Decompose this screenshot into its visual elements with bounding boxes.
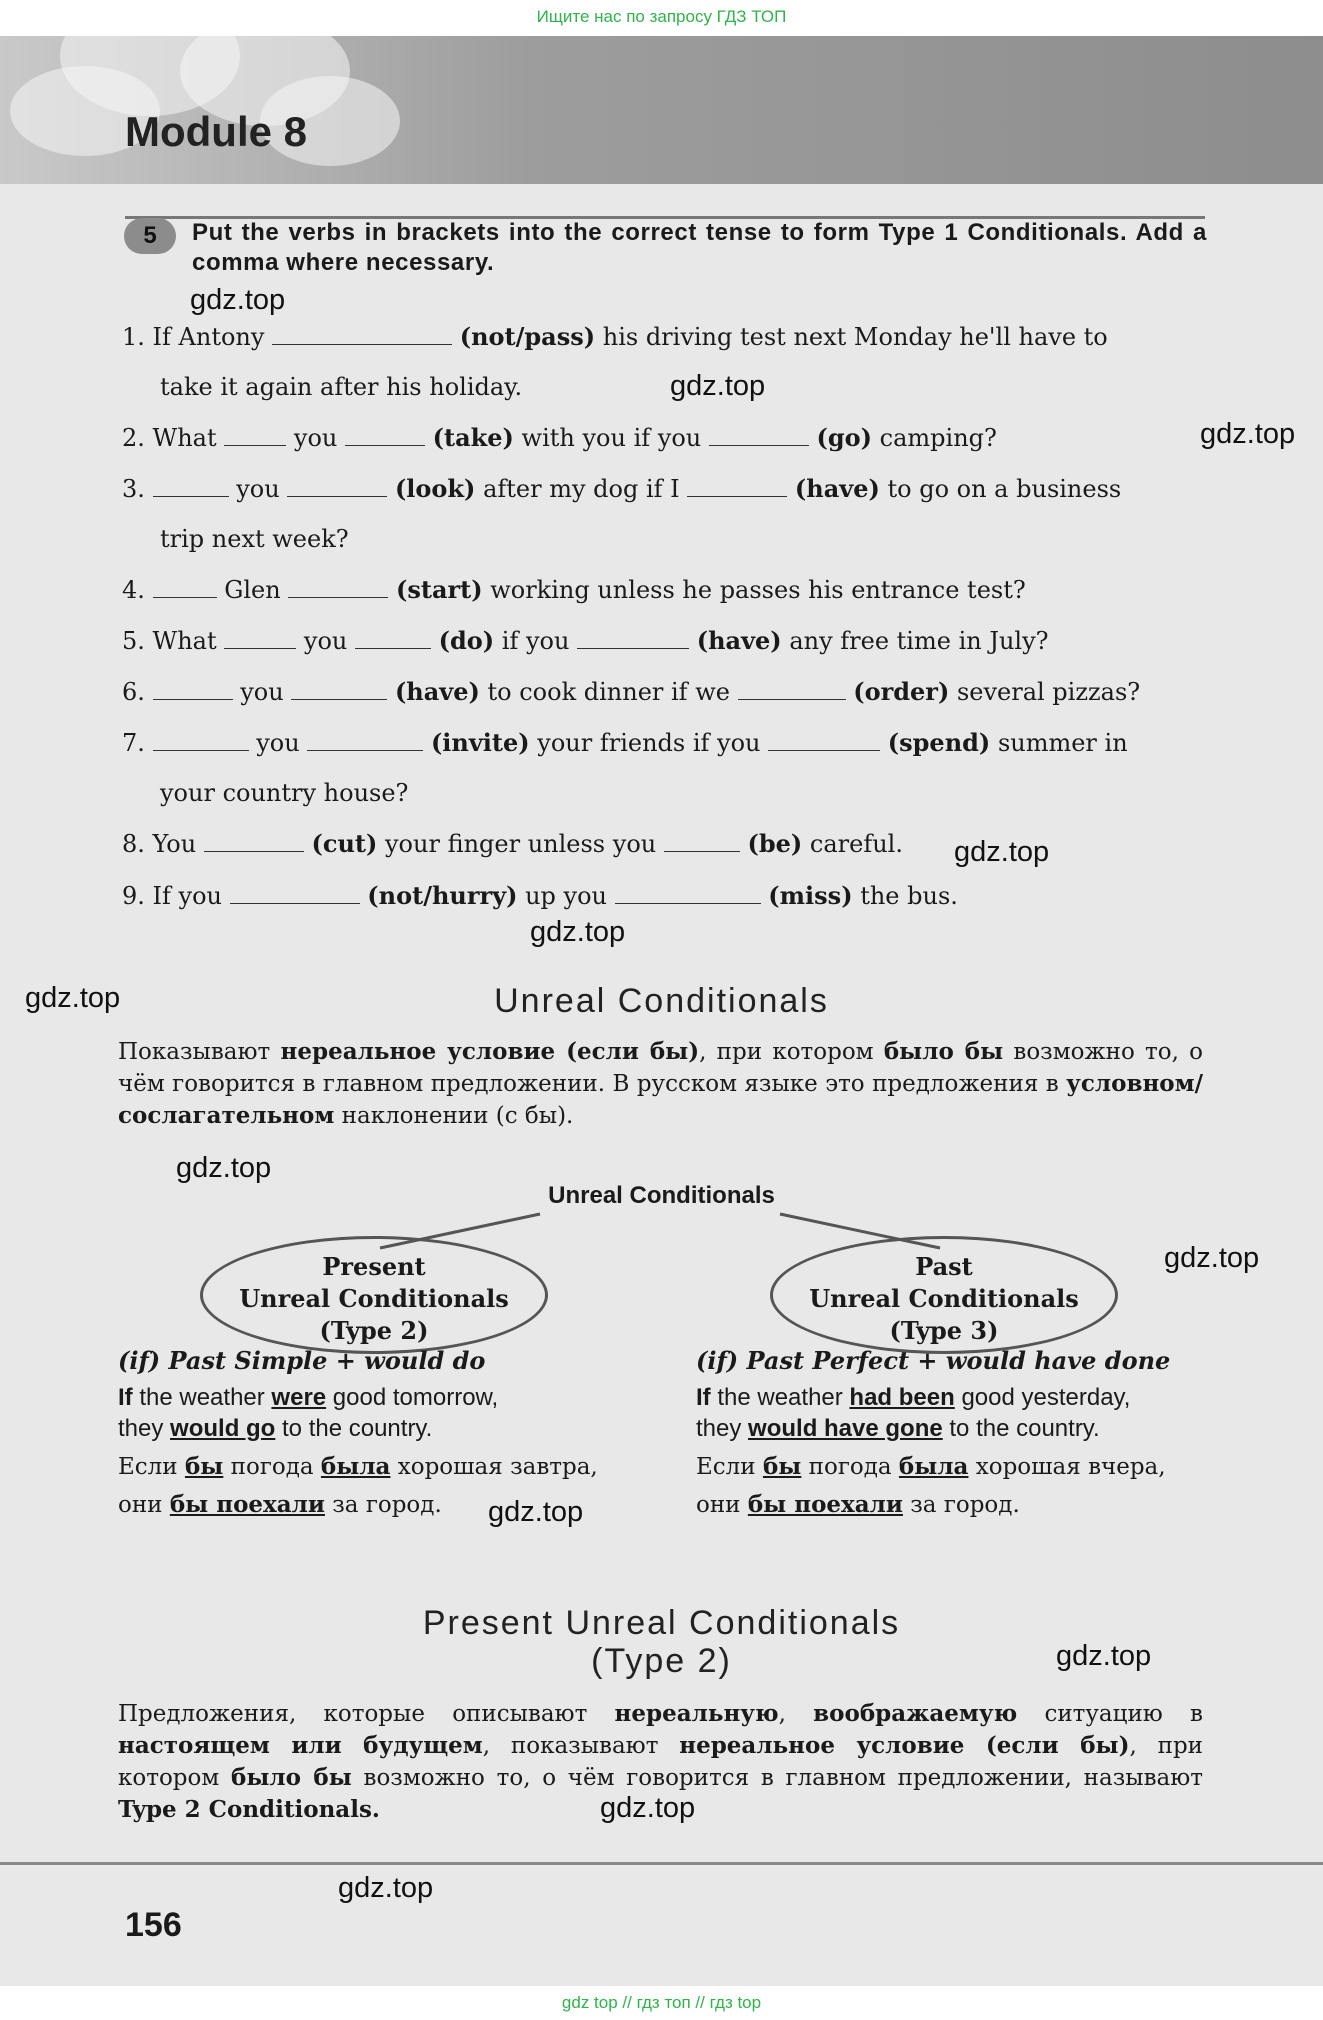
header-band [0, 36, 1323, 184]
exercise-number: 5 [124, 218, 176, 254]
exercise-instruction: Put the verbs in brackets into the correct tense to form Type 1 Conditionals. Add a comma where necessary. [192, 219, 1207, 276]
answer-blank[interactable] [709, 423, 809, 446]
diagram-title: Unreal Conditionals [548, 1182, 775, 1209]
exercise-item: 3. you (look) after my dog if I (have) to go on a business [122, 474, 1122, 503]
exercise-item: 4. Glen (start) working unless he passes his entrance test? [122, 575, 1026, 604]
answer-blank[interactable] [738, 677, 846, 700]
exercise-item-cont: take it again after his holiday. [160, 373, 523, 401]
section-subheading-type2: (Type 2) [591, 1642, 732, 1680]
exercise-item: 2. What you (take) with you if you (go) camping? [122, 423, 997, 452]
type3-example-en: If the weather had been good yesterday, they would have gone to the country. [696, 1384, 1131, 1442]
exercise-item: 7. you (invite) your friends if you (spend) summer in [122, 728, 1128, 757]
answer-blank[interactable] [291, 677, 387, 700]
page-number: 156 [125, 1906, 182, 1944]
answer-blank[interactable] [355, 626, 431, 649]
watermark: gdz.top [1164, 1242, 1260, 1274]
answer-blank[interactable] [153, 677, 233, 700]
top-banner[interactable]: Ищите нас по запросу ГДЗ ТОП [536, 7, 787, 26]
textbook-page [0, 36, 1323, 1986]
answer-blank[interactable] [768, 728, 880, 751]
watermark: gdz.top [670, 370, 766, 402]
answer-blank[interactable] [153, 474, 229, 497]
footer-divider [0, 1862, 1323, 1865]
answer-blank[interactable] [307, 728, 423, 751]
type3-formula: (if) Past Perfect + would have done [696, 1346, 1171, 1375]
answer-blank[interactable] [153, 728, 249, 751]
type3-example-ru: Если бы погода была хорошая вчера, они бы поехали за город. [696, 1453, 1166, 1518]
type2-ellipse: Present Unreal Conditionals (Type 2) [200, 1236, 548, 1354]
answer-blank[interactable] [287, 474, 387, 497]
exercise-item: 5. What you (do) if you (have) any free time in July? [122, 626, 1049, 655]
section-heading: Unreal Conditionals [494, 982, 829, 1020]
type2-description: Предложения, которые описывают нереальную, воображаемую ситуацию в настоящем или будущем, показывают нереальное условие (если бы), при котором было бы возможно то, о чём говорится в главном предложении, называют Type 2 Conditionals. [118, 1700, 1203, 1823]
watermark: gdz.top [1056, 1640, 1152, 1672]
answer-blank[interactable] [687, 474, 787, 497]
type3-ellipse: Past Unreal Conditionals (Type 3) [770, 1236, 1118, 1354]
answer-blank[interactable] [230, 881, 360, 904]
answer-blank[interactable] [224, 626, 296, 649]
watermark: gdz.top [25, 982, 121, 1014]
type2-example-ru: Если бы погода была хорошая завтра, они бы поехали за город. [118, 1453, 598, 1518]
type2-formula: (if) Past Simple + would do [118, 1346, 486, 1375]
answer-blank[interactable] [345, 423, 425, 446]
answer-blank[interactable] [615, 881, 761, 904]
unreal-description: Показывают нереальное условие (если бы), при котором было бы возможно то, о чём говорится в главном предложении. В русском языке это предложения в условном/сослагательном наклонении (с бы). [118, 1038, 1204, 1129]
exercise-item: 9. If you (not/hurry) up you (miss) the bus. [122, 881, 958, 910]
type2-example-en: If the weather were good tomorrow, they would go to the country. [118, 1384, 499, 1442]
section-heading-type2: Present Unreal Conditionals [422, 1604, 901, 1642]
watermark: gdz.top [530, 916, 626, 948]
exercise-item-cont: trip next week? [160, 525, 349, 553]
watermark: gdz.top [488, 1496, 584, 1528]
answer-blank[interactable] [664, 829, 740, 852]
exercise-item: 8. You (cut) your finger unless you (be) careful. [122, 829, 903, 858]
footer-links[interactable]: gdz top // гдз топ // гдз top [561, 1993, 762, 2012]
exercise-item-cont: your country house? [160, 779, 409, 807]
exercise-item: 1. If Antony (not/pass) his driving test next Monday he'll have to [122, 322, 1108, 351]
watermark: gdz.top [954, 836, 1050, 868]
diagram-connectors [0, 1212, 1323, 1252]
watermark: gdz.top [600, 1792, 696, 1824]
answer-blank[interactable] [577, 626, 689, 649]
watermark: gdz.top [338, 1872, 434, 1904]
answer-blank[interactable] [288, 575, 388, 598]
module-title: Module 8 [125, 108, 308, 155]
answer-blank[interactable] [272, 322, 452, 345]
watermark: gdz.top [190, 284, 286, 316]
answer-blank[interactable] [204, 829, 304, 852]
exercise-item: 6. you (have) to cook dinner if we (order) several pizzas? [122, 677, 1141, 706]
answer-blank[interactable] [153, 575, 217, 598]
answer-blank[interactable] [224, 423, 286, 446]
watermark: gdz.top [1200, 418, 1296, 450]
watermark: gdz.top [176, 1152, 272, 1184]
